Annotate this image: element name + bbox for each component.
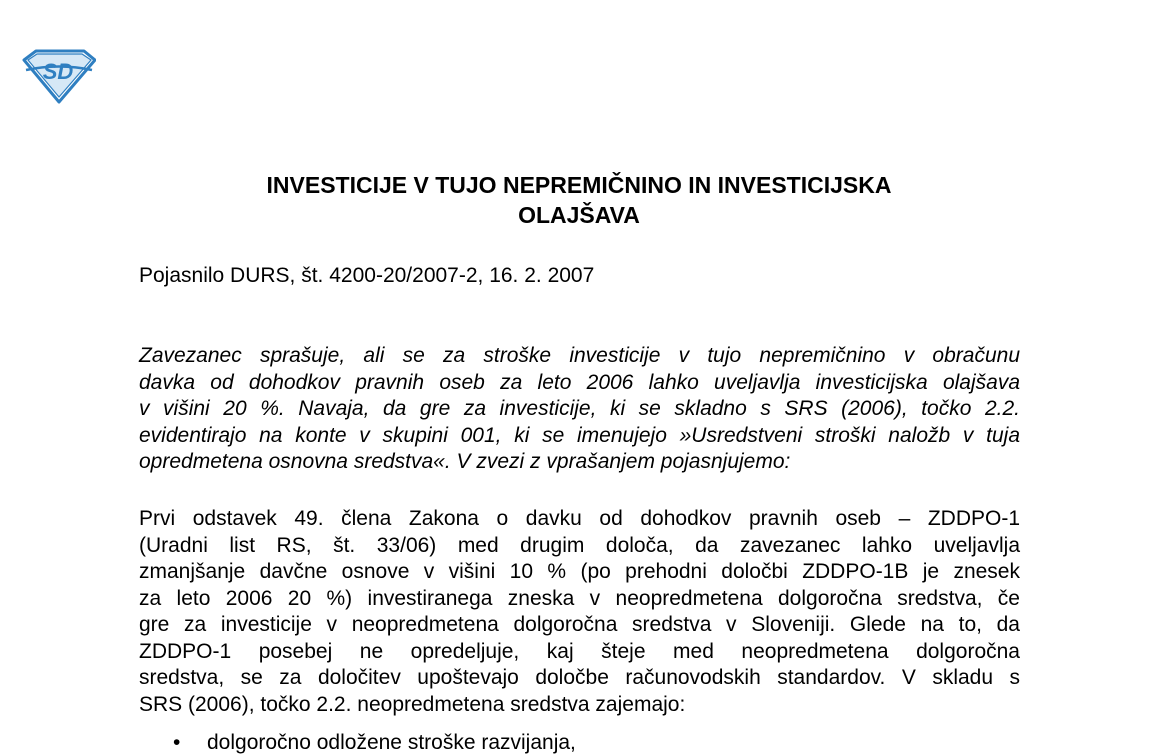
answer-line: sredstva, se za določitev upoštevajo določbe računovodskih standardov. V skladu s bbox=[139, 666, 1020, 689]
document-title bbox=[139, 170, 1019, 230]
title-line-2: OLAJŠAVA bbox=[518, 202, 640, 228]
sd-logo bbox=[22, 48, 96, 104]
bullet-item bbox=[139, 730, 576, 756]
answer-line: za leto 2006 20 %) investiranega zneska v neopredmetena dolgoročna sredstva, če bbox=[139, 586, 1020, 610]
title-line-1: INVESTICIJE V TUJO NEPREMIČNINO IN INVESTICIJSKA bbox=[266, 172, 892, 198]
answer-line: zmanjšanje davčne osnove v višini 10 % (po prehodni določbi ZDDPO-1B je znesek bbox=[139, 560, 1020, 583]
answer-line: (Uradni list RS, št. 33/06) med drugim določa, da zavezanec lahko uveljavlja bbox=[139, 533, 1020, 557]
logo-letters: SD bbox=[42, 59, 74, 84]
bullet-text: dolgoročno odložene stroške razvijanja, bbox=[207, 731, 576, 754]
question-line: davka od dohodkov pravnih oseb za leto 2006 lahko uveljavlja investicijska olajšava bbox=[139, 370, 1020, 394]
question-paragraph bbox=[139, 343, 1020, 476]
answer-line: Prvi odstavek 49. člena Zakona o davku od dohodkov pravnih oseb – ZDDPO-1 bbox=[139, 507, 1020, 530]
answer-line: SRS (2006), točko 2.2. neopredmetena sredstva zajemajo: bbox=[139, 692, 686, 716]
answer-line: ZDDPO-1 posebej ne opredeljuje, kaj šteje med neopredmetena dolgoročna bbox=[139, 639, 1020, 663]
bullet-marker: • bbox=[173, 731, 181, 754]
bullet-list bbox=[139, 730, 576, 756]
question-line: evidentirajo na konte v skupini 001, ki se imenujejo »Usredstveni stroški naložb v tuja bbox=[139, 423, 1020, 447]
source-reference: Pojasnilo DURS, št. 4200-20/2007-2, 16. 2. 2007 bbox=[139, 264, 595, 287]
question-line: opredmetena osnovna sredstva«. V zvezi z vprašanjem pojasnjujemo: bbox=[139, 450, 791, 473]
question-line: v višini 20 %. Navaja, da gre za investicije, ki se skladno s SRS (2006), točko 2.2. bbox=[139, 397, 1020, 420]
answer-line: gre za investicije v neopredmetena dolgoročna sredstva v Sloveniji. Glede na to, da bbox=[139, 613, 1020, 636]
question-line: Zavezanec sprašuje, ali se za stroške investicije v tujo nepremičnino v obračunu bbox=[139, 344, 1020, 367]
answer-paragraph bbox=[139, 506, 1020, 718]
